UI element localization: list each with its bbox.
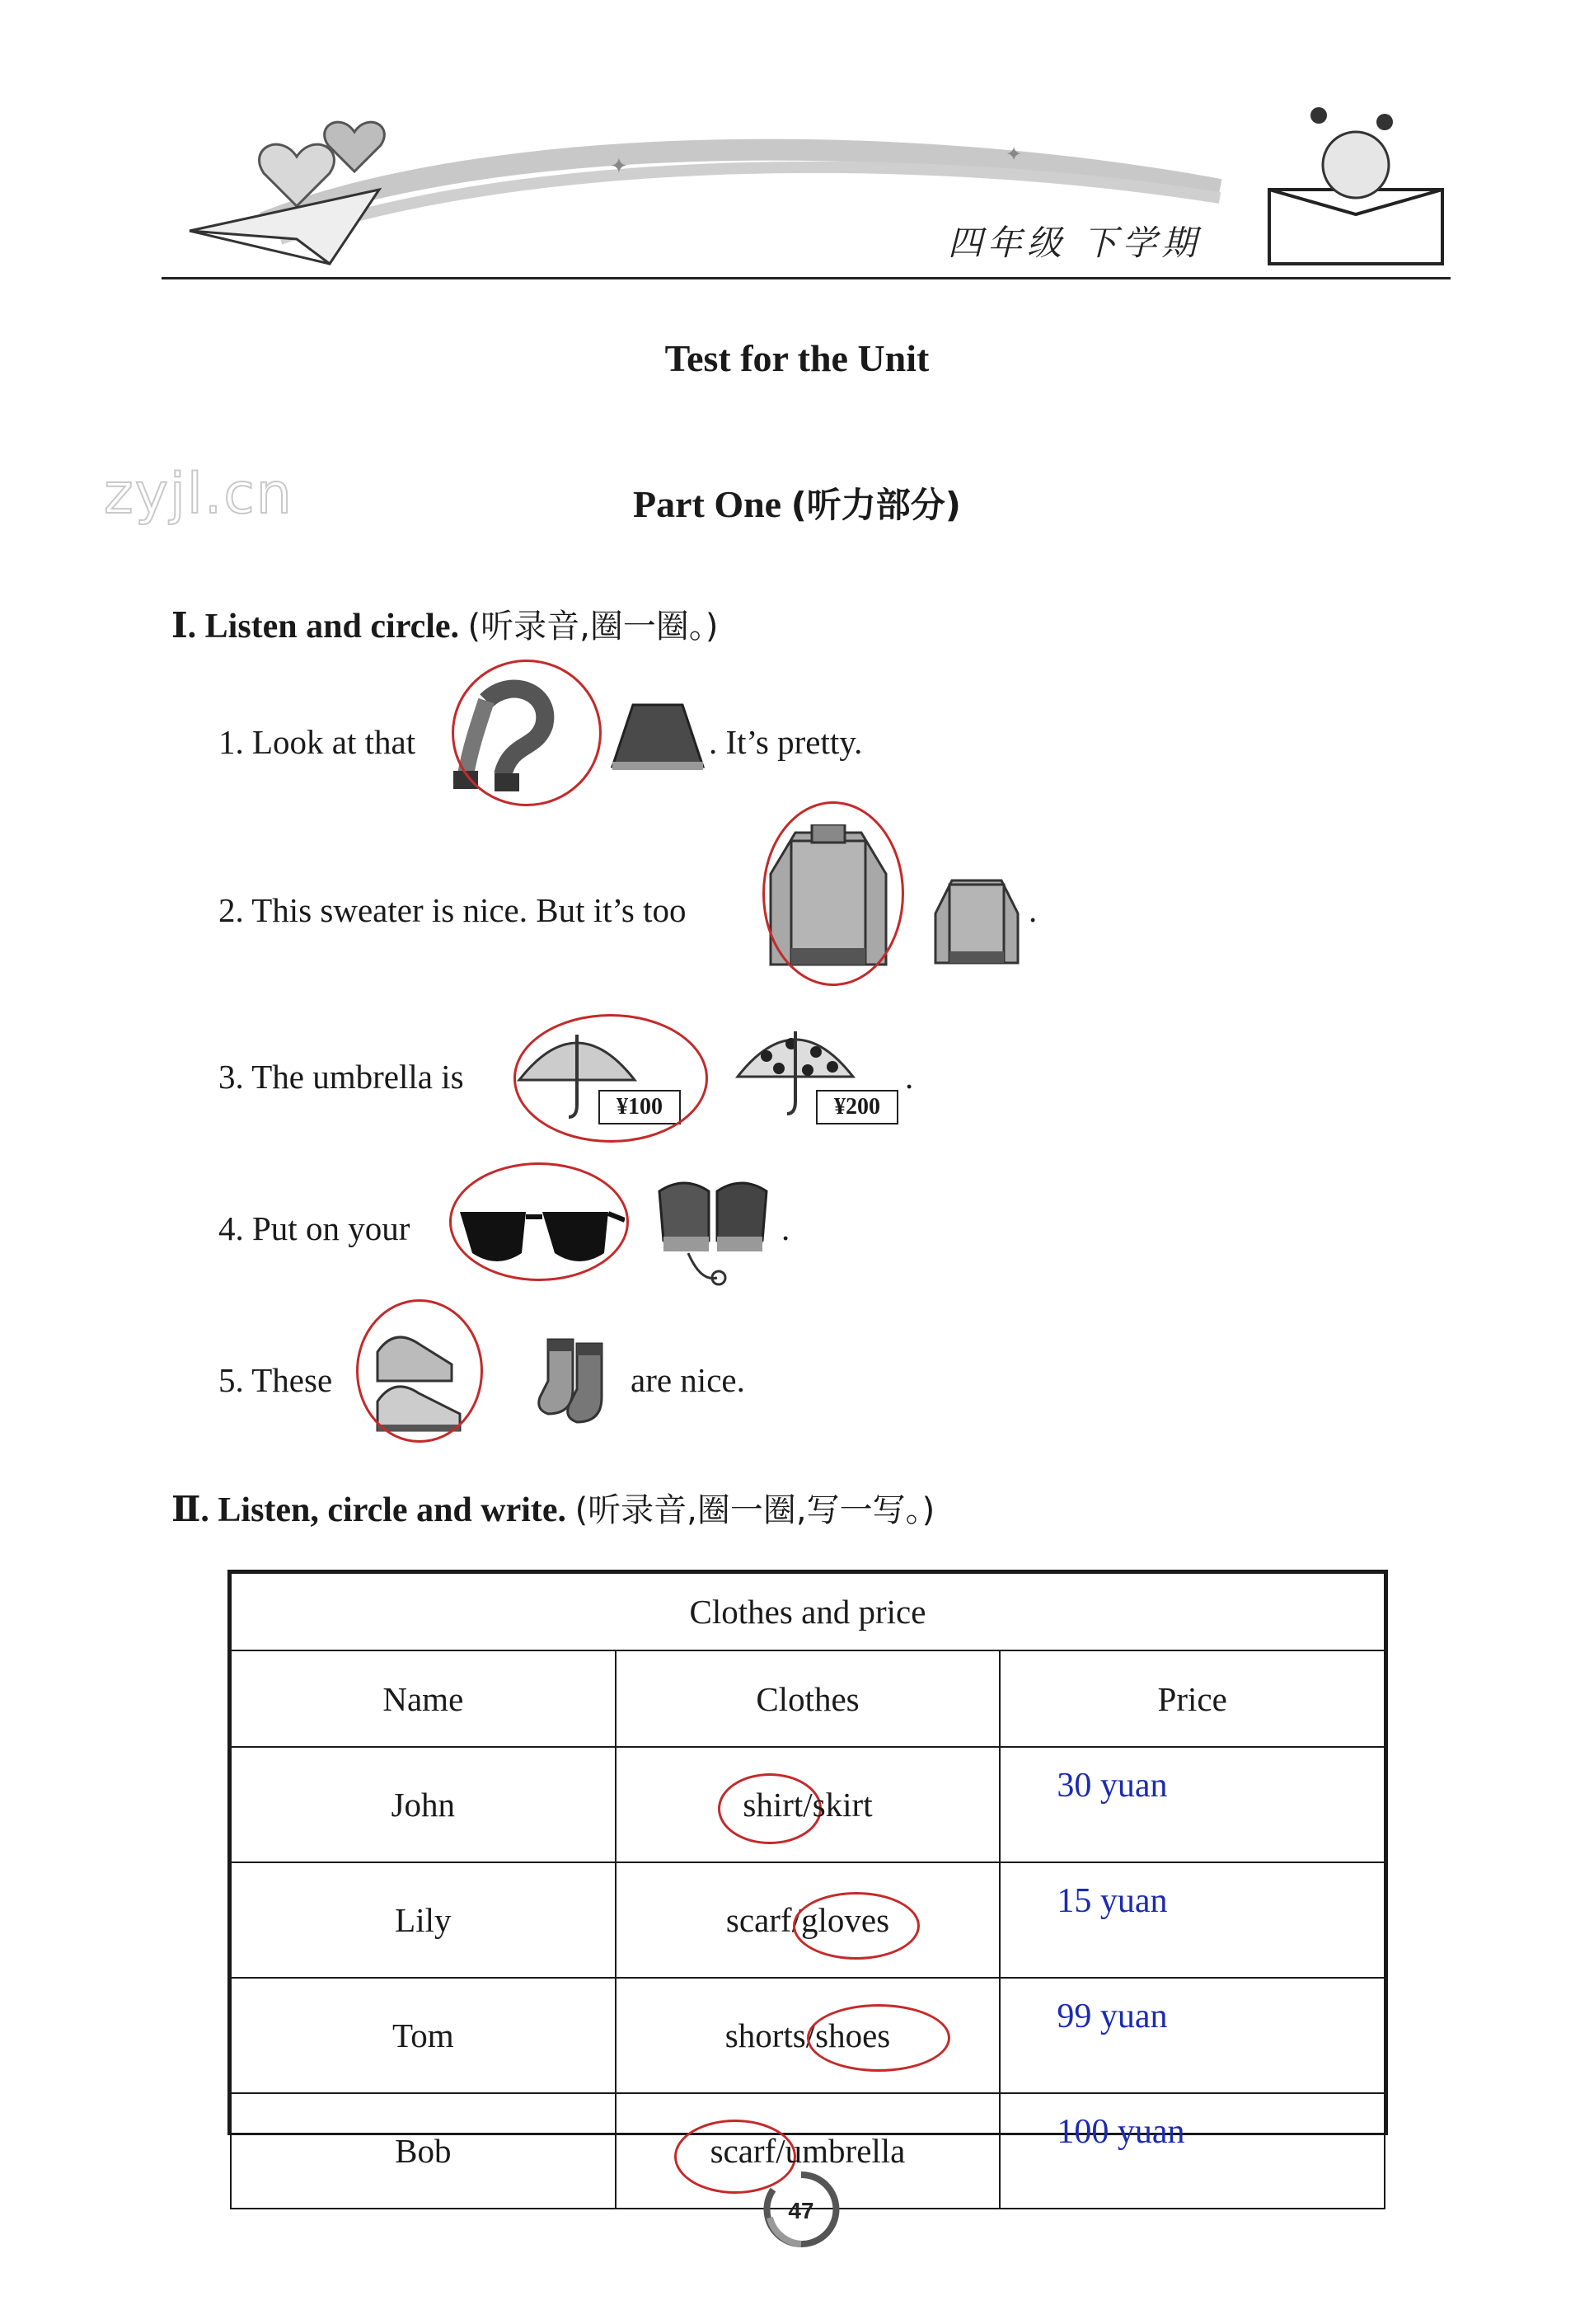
q4-answer-circle [449,1162,629,1281]
q4-text-before: 4. Put on your [218,1209,410,1247]
section-1-numeral: Ⅰ [171,608,188,646]
grade-label: 四年级 下学期 [948,223,1202,263]
section-2-title [171,1484,935,1531]
clothes-option-b[interactable]: gloves [801,1900,889,1940]
answer-circle [718,1773,822,1844]
header-divider [162,277,1451,279]
q4-text-after: . [781,1209,790,1247]
table-row [231,1747,1385,1862]
answer-circle [793,1892,920,1960]
header-price: Price [1000,1650,1385,1747]
section-2-title-en: . Listen, circle and write. [200,1491,567,1529]
header-banner-illustration [165,99,1451,289]
row-name: Bob [231,2093,616,2209]
svg-text:✦: ✦ [610,154,628,178]
row-price: 30 yuan [1000,1747,1385,1862]
row-name: Lily [231,1862,616,1978]
clothes-option-b[interactable]: shoes [815,2016,890,2055]
row-price: 99 yuan [1000,1978,1385,2093]
q5-answer-circle [356,1299,483,1443]
row-price: 15 yuan [1000,1862,1385,1978]
row-price: 100 yuan [1000,2093,1385,2209]
section-1-title-en: . Listen and circle. [187,608,460,646]
clothes-option-a[interactable]: scarf [725,1901,792,1939]
q5-text-after: are nice. [631,1361,745,1399]
clothes-option-b[interactable]: skirt [812,1786,873,1824]
part-title-cn: (听力部分) [790,485,962,525]
q1-text-after: . It’s pretty. [709,723,863,761]
clothes-options: scarf /umbrella [616,2093,1001,2209]
section-2-numeral: Ⅱ [171,1491,201,1529]
header-name: Name [231,1650,616,1747]
price-tag-200: ¥200 [816,1090,898,1124]
section-1-title [171,600,718,647]
clothes-option-a[interactable]: scarf [710,2131,776,2171]
part-title-en: Part One [632,483,782,525]
clothes-option-a[interactable]: shirt [743,1785,803,1824]
q3-answer-circle [513,1014,708,1143]
q1-text-before: 1. Look at that [218,723,416,761]
section-1-title-cn: (听录音,圈一圈。) [467,608,719,646]
price-tag-100: ¥100 [598,1090,681,1124]
table-row [231,1862,1385,1978]
table-caption: Clothes and price [231,1573,1385,1650]
row-name: John [231,1747,616,1862]
clothes-options: shorts/shoes [616,1978,1001,2093]
q3-text-after: . [905,1058,914,1096]
clothes-option-a[interactable]: shorts [724,2016,806,2054]
q5-text-before: 5. These [218,1361,333,1399]
page-number: 47 [788,2198,814,2223]
clothes-price-table [227,1570,1388,2170]
clothes-option-b[interactable]: umbrella [785,2132,906,2170]
gloves-icon[interactable] [651,1175,775,1290]
svg-text:✦: ✦ [1006,144,1023,166]
row-name: Tom [231,1978,616,2093]
q1-answer-circle [452,660,602,806]
clothes-options: scarf/gloves [616,1862,1001,1978]
clothes-options: shirt /skirt [616,1747,1001,1862]
table-row [231,1978,1385,2093]
part-title [0,478,1594,528]
socks-icon[interactable] [532,1331,614,1430]
q2-answer-circle [762,801,904,986]
q2-text-after: . [1029,891,1038,929]
small-sweater-icon[interactable] [931,872,1022,971]
watermark: zyjl.cn [104,462,293,527]
section-2-title-cn: (听录音,圈一圈,写一写。) [574,1491,935,1529]
answer-circle [807,2004,950,2072]
q2-text-before: 2. This sweater is nice. But it’s too [218,891,687,929]
skirt-icon[interactable] [608,701,707,775]
page-title: Test for the Unit [664,337,930,379]
header-clothes: Clothes [616,1650,1001,1747]
q3-text-before: 3. The umbrella is [218,1058,464,1096]
